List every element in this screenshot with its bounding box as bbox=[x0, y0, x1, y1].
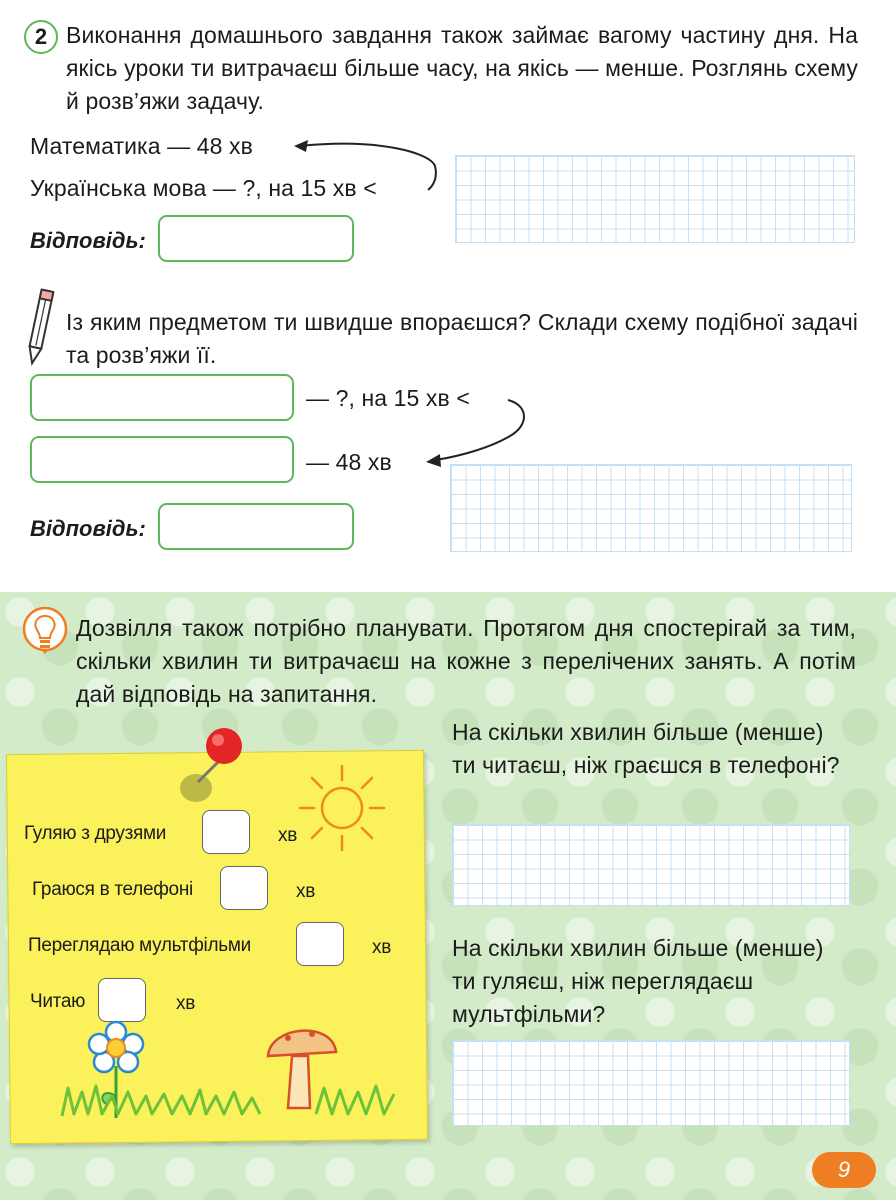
pin-icon bbox=[176, 720, 256, 810]
minutes-input-phone[interactable] bbox=[220, 866, 268, 910]
activity-unit-walk: хв bbox=[278, 825, 297, 846]
comparison-arrow-2 bbox=[420, 392, 540, 472]
activity-label-phone: Граюся в телефоні bbox=[32, 879, 193, 900]
sun-icon bbox=[296, 762, 386, 852]
solution-grid-1[interactable] bbox=[455, 155, 855, 243]
answer-box-1[interactable] bbox=[158, 215, 354, 262]
task-number: 2 bbox=[34, 24, 48, 49]
question-2: На скільки хвилин більше (менше) ти гуляєш, ніж переглядаєш мультфільми? bbox=[452, 935, 824, 1027]
task-number-badge bbox=[24, 20, 58, 54]
answer-label-1: Відповідь: bbox=[30, 228, 146, 253]
pencil-icon bbox=[24, 286, 56, 368]
answer-grid-q2[interactable] bbox=[452, 1040, 850, 1126]
minutes-input-reading[interactable] bbox=[98, 978, 146, 1022]
grass-decoration bbox=[56, 1066, 406, 1126]
activity-unit-phone: хв bbox=[296, 881, 315, 902]
pencil-task-text: Із яким предметом ти швидше впораєшся? Склади схему подібної задачі та розв’яжи її. bbox=[66, 309, 858, 368]
activity-unit-reading: хв bbox=[176, 993, 195, 1014]
minutes-input-walk[interactable] bbox=[202, 810, 250, 854]
activity-label-walk: Гуляю з друзями bbox=[24, 823, 167, 844]
answer-box-2[interactable] bbox=[158, 503, 354, 550]
answer-grid-q1[interactable] bbox=[452, 824, 850, 906]
question-1: На скільки хвилин більше (менше) ти читаєш, ніж граєшся в телефоні? bbox=[452, 719, 840, 778]
leisure-intro: Дозвілля також потрібно планувати. Протягом дня спостерігай за тим, скільки хвилин ти витрачаєш на кожне з перелічених занять. А потім дай відповідь на запитання. bbox=[76, 615, 856, 707]
solution-grid-2[interactable] bbox=[450, 464, 852, 552]
activity-label-reading: Читаю bbox=[30, 991, 86, 1012]
lightbulb-icon bbox=[22, 606, 68, 666]
row1-text: — ?, на 15 хв < bbox=[306, 385, 470, 411]
subject-input-1[interactable] bbox=[30, 374, 294, 421]
page-number: 9 bbox=[812, 1152, 876, 1188]
activity-unit-cartoons: хв bbox=[372, 937, 391, 958]
ukrainian-line: Українська мова — ?, на 15 хв < bbox=[30, 175, 377, 201]
answer-label-2: Відповідь: bbox=[30, 516, 146, 541]
subject-input-2[interactable] bbox=[30, 436, 294, 483]
row2-text: — 48 хв bbox=[306, 449, 392, 475]
task2-intro: Виконання домашнього завдання також займає вагому частину дня. На якісь уроки ти витрачаєш більше часу, на якісь — менше. Розглянь схему й розв’яжи задачу. bbox=[66, 22, 858, 114]
math-line: Математика — 48 хв bbox=[30, 133, 253, 159]
activity-label-cartoons: Переглядаю мультфільми bbox=[28, 935, 251, 956]
minutes-input-cartoons[interactable] bbox=[296, 922, 344, 966]
comparison-arrow bbox=[290, 128, 450, 198]
